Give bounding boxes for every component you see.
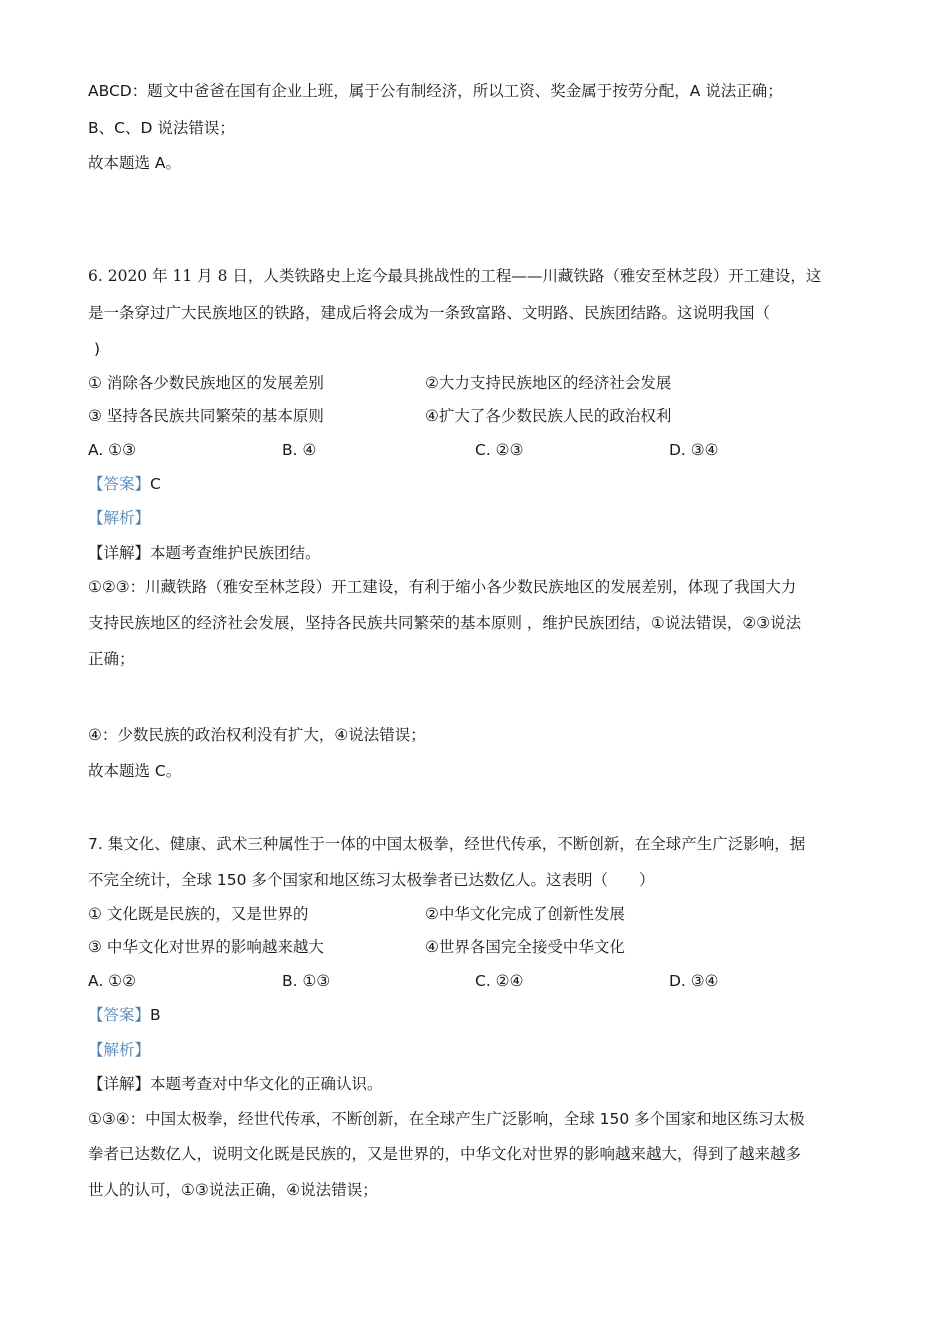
q7-option: ②中华文化完成了创新性发展 bbox=[425, 905, 625, 923]
q6-explanation: ①②③：川藏铁路（雅安至林芝段）开工建设，有利于缩小各少数民族地区的发展差别，体现了我国大力 bbox=[88, 578, 797, 596]
q6-option: ④扩大了各少数民族人民的政治权利 bbox=[425, 407, 672, 425]
q6-conclusion: 故本题选 C。 bbox=[88, 762, 182, 780]
answer-tag: 【答案】 bbox=[88, 475, 151, 493]
prev-explanation-line: B、C、D 说法错误； bbox=[88, 119, 235, 137]
answer-tag: 【答案】 bbox=[88, 1006, 151, 1024]
q6-explanation: 正确； bbox=[88, 650, 135, 668]
q6-choice-b: B. ④ bbox=[282, 441, 317, 459]
q6-choice-c: C. ②③ bbox=[475, 441, 524, 459]
q7-answer: B bbox=[150, 1006, 161, 1024]
q6-detail-line bbox=[88, 542, 321, 564]
q7-option: ④世界各国完全接受中华文化 bbox=[425, 938, 625, 956]
q7-explanation: 拳者已达数亿人，说明文化既是民族的，又是世界的，中华文化对世界的影响越来越大，得到了越来越多 bbox=[88, 1145, 802, 1163]
analysis-tag: 【解析】 bbox=[88, 509, 151, 527]
q6-stem: 是一条穿过广大民族地区的铁路，建成后将会成为一条致富路、文明路、民族团结路。这说明我国（ bbox=[88, 304, 771, 322]
q6-option: ① 消除各少数民族地区的发展差别 bbox=[88, 374, 324, 392]
q7-explanation: ①③④：中国太极拳，经世代传承，不断创新，在全球产生广泛影响，全球 150 多个国家和地区练习太极 bbox=[88, 1110, 805, 1128]
prev-explanation-line: ABCD：题文中爸爸在国有企业上班，属于公有制经济，所以工资、奖金属于按劳分配，A 说法正确； bbox=[88, 82, 783, 100]
q7-stem: 不完全统计，全球 150 多个国家和地区练习太极拳者已达数亿人。这表明（ ） bbox=[88, 871, 655, 889]
q6-choice-a: A. ①③ bbox=[88, 441, 136, 459]
detail-tag: 【详解】 bbox=[88, 544, 151, 562]
q6-stem: 6. 2020 年 11 月 8 日，人类铁路史上迄今最具挑战性的工程——川藏铁路（雅安至林芝段）开工建设，这 bbox=[88, 267, 822, 285]
q6-detail: 本题考查维护民族团结。 bbox=[150, 544, 321, 562]
q6-option: ②大力支持民族地区的经济社会发展 bbox=[425, 374, 672, 392]
q7-choice-a: A. ①② bbox=[88, 972, 136, 990]
q7-option: ③ 中华文化对世界的影响越来越大 bbox=[88, 938, 324, 956]
q7-choice-c: C. ②④ bbox=[475, 972, 524, 990]
prev-conclusion: 故本题选 A。 bbox=[88, 154, 182, 172]
q7-option: ① 文化既是民族的，又是世界的 bbox=[88, 905, 309, 923]
q7-detail-line bbox=[88, 1073, 383, 1095]
q7-explanation: 世人的认可，①③说法正确，④说法错误； bbox=[88, 1181, 378, 1199]
q7-stem: 7. 集文化、健康、武术三种属性于一体的中国太极拳，经世代传承，不断创新，在全球产生广泛影响，据 bbox=[88, 835, 806, 853]
q6-explanation: 支持民族地区的经济社会发展，坚持各民族共同繁荣的基本原则 ，维护民族团结，①说法错误，②③说法 bbox=[88, 614, 802, 632]
q7-choice-d: D. ③④ bbox=[669, 972, 719, 990]
q7-answer-line bbox=[88, 1004, 161, 1026]
detail-tag: 【详解】 bbox=[88, 1075, 151, 1093]
q6-answer-line bbox=[88, 473, 161, 495]
q7-choice-b: B. ①③ bbox=[282, 972, 331, 990]
q6-explanation: ④：少数民族的政治权利没有扩大，④说法错误； bbox=[88, 726, 426, 744]
q6-choice-d: D. ③④ bbox=[669, 441, 719, 459]
q6-answer: C bbox=[150, 475, 161, 493]
q7-detail: 本题考查对中华文化的正确认识。 bbox=[150, 1075, 383, 1093]
q6-option: ③ 坚持各民族共同繁荣的基本原则 bbox=[88, 407, 324, 425]
analysis-tag: 【解析】 bbox=[88, 1041, 151, 1059]
q6-stem-paren: ) bbox=[94, 340, 101, 358]
